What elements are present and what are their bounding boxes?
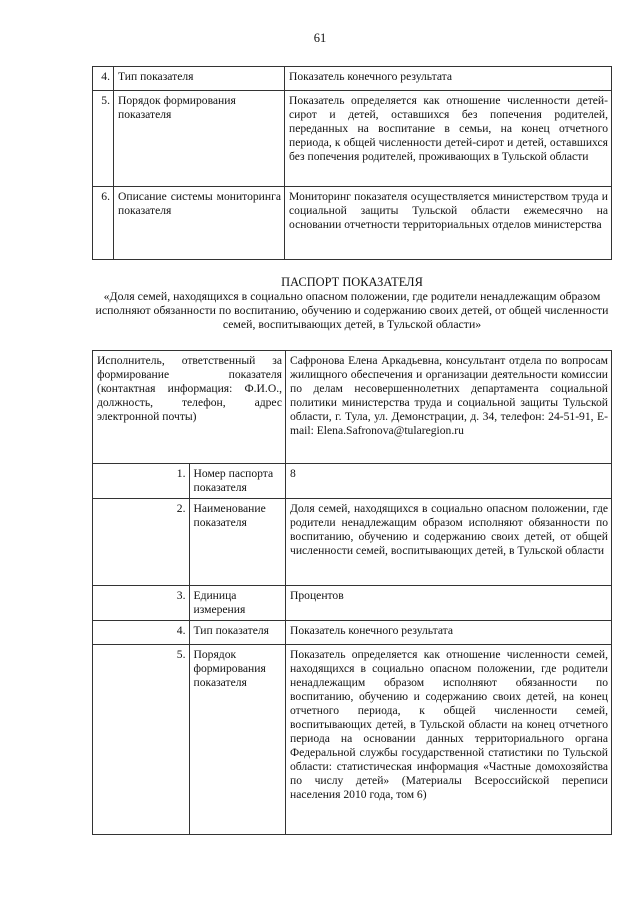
passport-subtitle: «Доля семей, находящихся в социально опасном положении, где родители ненадлежащим образом исполняют обязанности по воспитанию, обучению и содержанию своих детей, от общей численности семей, воспитывающих детей, в Тульской области» [95, 289, 609, 331]
passport-table [92, 350, 612, 835]
table-row [93, 91, 612, 187]
row-number: 5. [93, 91, 114, 187]
table-row [93, 187, 612, 260]
row-label: Тип показателя [189, 621, 286, 645]
table-row [93, 645, 612, 835]
row-number: 3. [93, 586, 190, 621]
table-row [93, 621, 612, 645]
row-number: 4. [93, 621, 190, 645]
row-label: Единица измерения [189, 586, 286, 621]
row-number: 6. [93, 187, 114, 260]
page-number: 61 [313, 31, 327, 45]
row-value: Показатель определяется как отношение численности детей-сирот и детей, оставшихся без попечения родителей, переданных на воспитание в семьи, на конец отчетного периода, к общей численности детей-сирот и детей, оставшихся без попечения родителей, проживающих в Тульской области [285, 91, 612, 187]
passport-title: ПАСПОРТ ПОКАЗАТЕЛЯ [281, 275, 423, 289]
row-value: Показатель конечного результата [286, 621, 612, 645]
row-number: 1. [93, 464, 190, 499]
passport-heading [92, 275, 612, 331]
executor-label: Исполнитель, ответственный за формирование показателя (контактная информация: Ф.И.О., должность, телефон, адрес электронной почты) [93, 351, 286, 464]
row-label: Номер паспорта показателя [189, 464, 286, 499]
row-label: Описание системы мониторинга показателя [114, 187, 285, 260]
table-row [93, 464, 612, 499]
row-value: Доля семей, находящихся в социально опасном положении, где родители ненадлежащим образом исполняют обязанности по воспитанию, обучению и содержанию своих детей, от общей численности семей, воспитывающих детей, в Тульской области [286, 499, 612, 586]
row-number: 5. [93, 645, 190, 835]
table-row [93, 586, 612, 621]
row-number: 4. [93, 67, 114, 91]
table-row [93, 351, 612, 464]
indicator-table-continued [92, 66, 612, 260]
table-row [93, 499, 612, 586]
executor-value: Сафронова Елена Аркадьевна, консультант отдела по вопросам жилищного обеспечения и организации деятельности комиссии по делам несовершеннолетних департамента социальной политики министерства труда и социальной защиты Тульской области, г. Тула, ул. Демонстрации, д. 34, телефон: 24-51-91, E-mail: Elena.Safronova@tularegion.ru [286, 351, 612, 464]
table-row [93, 67, 612, 91]
row-value: 8 [286, 464, 612, 499]
row-number: 2. [93, 499, 190, 586]
row-label: Наименование показателя [189, 499, 286, 586]
row-label: Порядок формирования показателя [114, 91, 285, 187]
row-value: Процентов [286, 586, 612, 621]
row-value: Показатель определяется как отношение численности семей, находящихся в социально опасном положении, где родители ненадлежащим образом исполняют обязанности по воспитанию, обучению и содержанию своих детей, на конец отчетного периода, к общей численности семей, воспитывающих детей, в Тульской области на конец отчетного периода на основании данных территориального органа Федеральной службы государственной статистики по Тульской области: статистическая информация «Частные домохозяйства по числу детей» (Материалы Всероссийской переписи населения 2010 года, том 6) [286, 645, 612, 835]
row-label: Тип показателя [114, 67, 285, 91]
row-value: Мониторинг показателя осуществляется министерством труда и социальной защиты Тульской области ежемесячно на основании отчетности территориальных отделов министерства [285, 187, 612, 260]
row-value: Показатель конечного результата [285, 67, 612, 91]
row-label: Порядок формирования показателя [189, 645, 286, 835]
